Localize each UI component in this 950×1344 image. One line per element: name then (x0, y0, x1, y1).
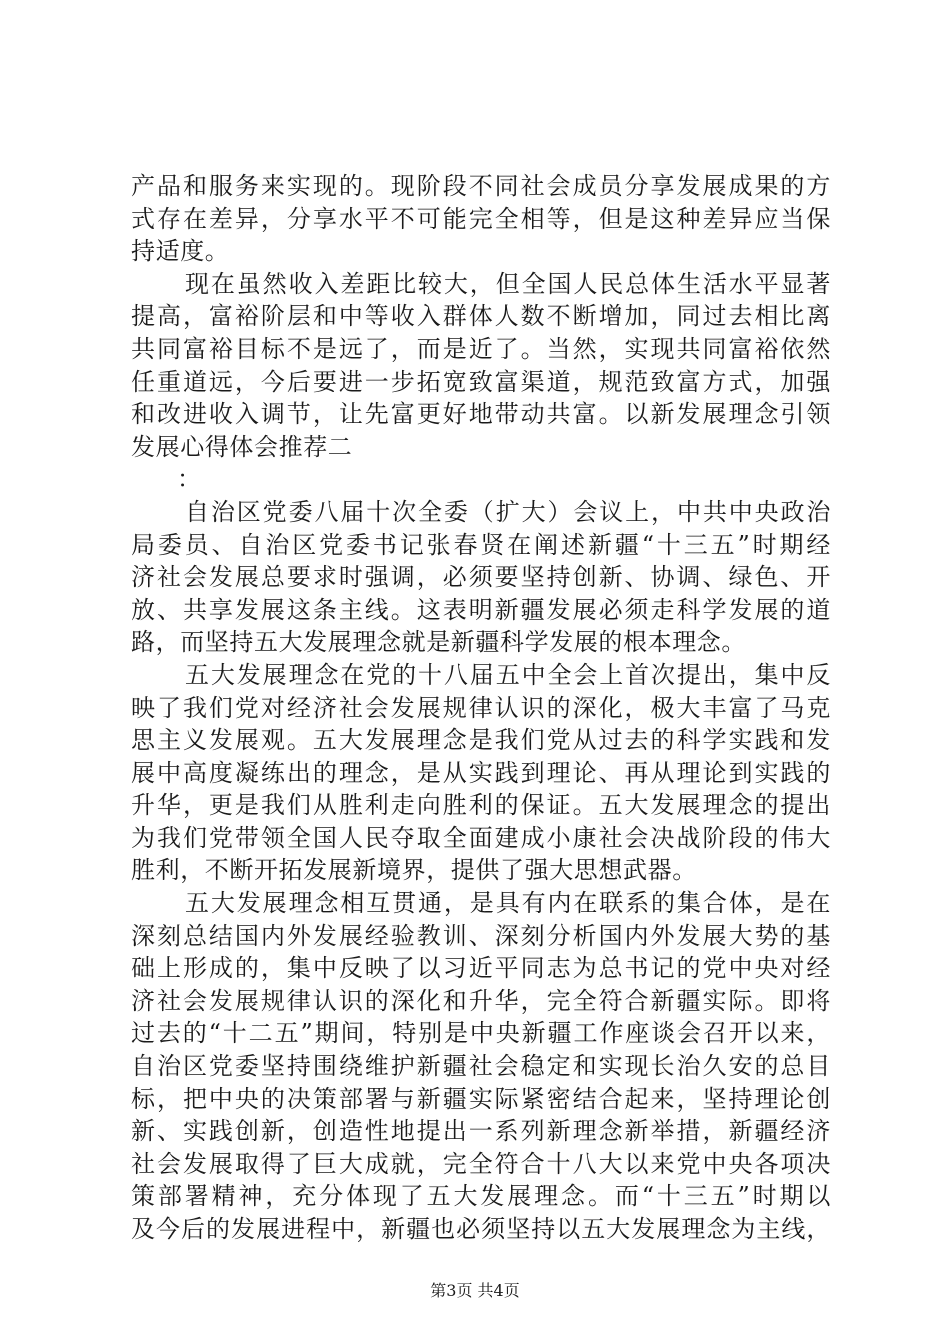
text-line: 和改进收入调节，让先富更好地带动共富。以新发展理念引领 (131, 400, 831, 429)
text-line: 自治区党委坚持围绕维护新疆社会稳定和实现长治久安的总目 (131, 1052, 831, 1081)
text-line: 础上形成的，集中反映了以习近平同志为总书记的党中央对经 (131, 954, 831, 983)
text-line: 社会发展取得了巨大成就，完全符合十八大以来党中央各项决 (131, 1149, 831, 1178)
text-line: 及今后的发展进程中，新疆也必须坚持以五大发展理念为主线， (131, 1215, 831, 1243)
paragraph (131, 496, 831, 659)
text-line: 路，而坚持五大发展理念就是新疆科学发展的根本理念。 (131, 628, 746, 657)
text-line: 共同富裕目标不是远了，而是近了。当然，实现共同富裕依然 (131, 334, 831, 363)
text-line: 现在虽然收入差距比较大，但全国人民总体生活水平显著 (185, 269, 831, 298)
text-line: 新、实践创新，创造性地提出一系列新理念新举措，新疆经济 (131, 1117, 831, 1146)
text-line: 五大发展理念在党的十八届五中全会上首次提出，集中反 (185, 660, 831, 689)
text-line: 发展心得体会推荐二 (131, 432, 353, 461)
document-body (131, 170, 831, 1246)
paragraph (131, 659, 831, 887)
text-line: 过去的“十二五”期间，特别是中央新疆工作座谈会召开以来， (131, 1019, 831, 1048)
text-line: 标，把中央的决策部署与新疆实际紧密结合起来，坚持理论创 (131, 1084, 831, 1113)
text-line: 济社会发展总要求时强调，必须要坚持创新、协调、绿色、开 (131, 563, 831, 592)
text-line: 济社会发展规律认识的深化和升华，完全符合新疆实际。即将 (131, 986, 831, 1015)
paragraph (131, 463, 831, 496)
paragraph (131, 887, 831, 1246)
text-line: 展中高度凝练出的理念，是从实践到理论、再从理论到实践的 (131, 758, 831, 787)
text-line: 深刻总结国内外发展经验教训、深刻分析国内外发展大势的基 (131, 921, 831, 950)
text-line: 五大发展理念相互贯通，是具有内在联系的集合体，是在 (185, 889, 831, 918)
text-line: 为我们党带领全国人民夺取全面建成小康社会决战阶段的伟大 (131, 823, 831, 852)
text-line: 升华，更是我们从胜利走向胜利的保证。五大发展理念的提出 (131, 791, 831, 820)
text-line: 自治区党委八届十次全委（扩大）会议上，中共中央政治 (185, 497, 831, 526)
text-line: 思主义发展观。五大发展理念是我们党从过去的科学实践和发 (131, 726, 831, 755)
text-line: 提高，富裕阶层和中等收入群体人数不断增加，同过去相比离 (131, 302, 831, 331)
paragraph (131, 268, 831, 464)
text-line: 式存在差异，分享水平不可能完全相等，但是这种差异应当保 (131, 204, 831, 233)
text-line: 持适度。 (131, 237, 230, 266)
paragraph (131, 170, 831, 268)
text-line: 产品和服务来实现的。现阶段不同社会成员分享发展成果的方 (131, 172, 831, 200)
text-line: 胜利，不断开拓发展新境界，提供了强大思想武器。 (131, 856, 697, 885)
text-line: 任重道远，今后要进一步拓宽致富渠道，规范致富方式，加强 (131, 367, 831, 396)
text-line: 放、共享发展这条主线。这表明新疆发展必须走科学发展的道 (131, 595, 831, 624)
text-line: 局委员、自治区党委书记张春贤在阐述新疆“十三五”时期经 (131, 530, 831, 559)
page-footer: 第3页 共4页 (430, 1281, 520, 1300)
text-line: 策部署精神，充分体现了五大发展理念。而“十三五”时期以 (131, 1182, 831, 1211)
text-line: 映了我们党对经济社会发展规律认识的深化，极大丰富了马克 (131, 693, 831, 722)
text-line: ： (177, 465, 202, 494)
